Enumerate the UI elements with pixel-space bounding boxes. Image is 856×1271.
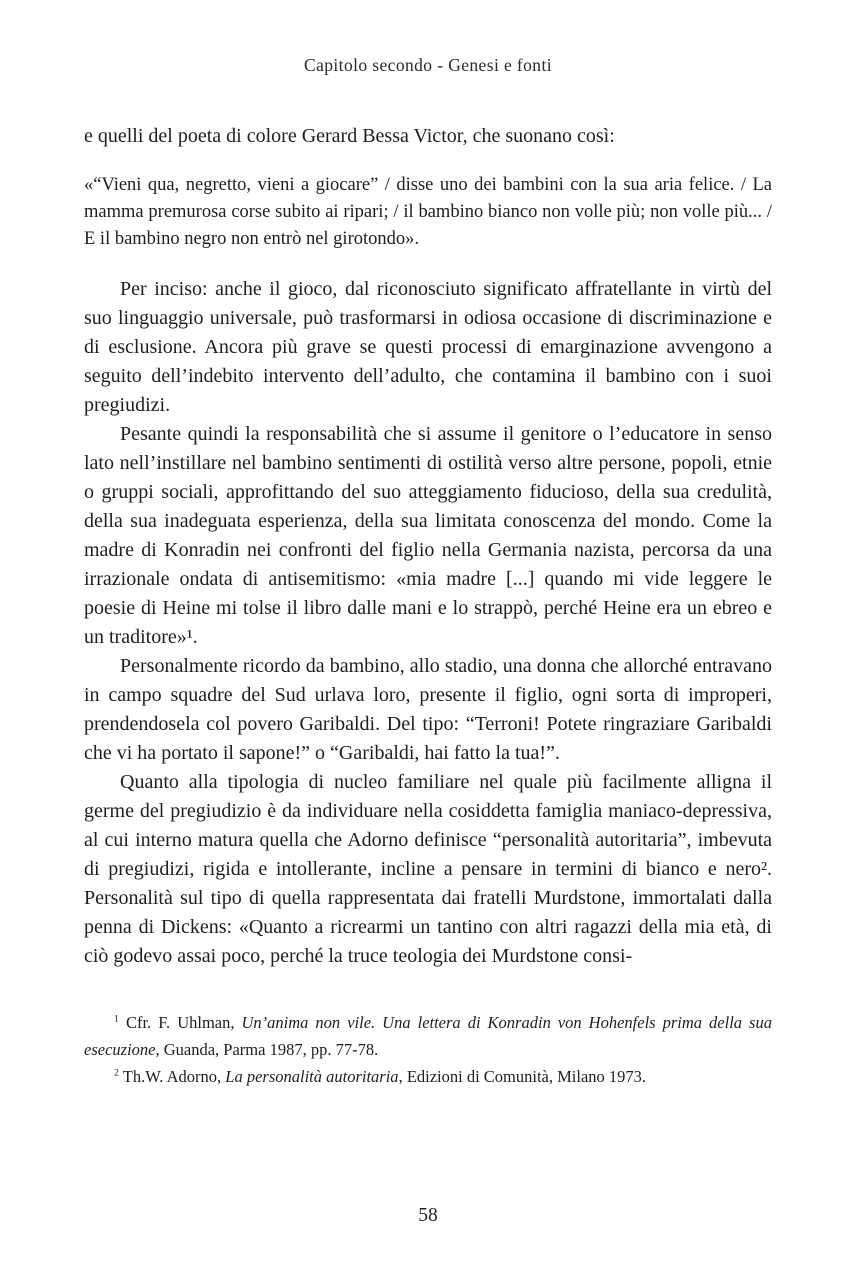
block-quote: «“Vieni qua, negretto, vieni a giocare” / disse uno dei bambini con la sua aria felice. / La mamma premurosa corse subito ai ripari; / il bambino bianco non volle più; non volle più... / E il bambino negro non entrò nel girotondo». — [84, 175, 772, 249]
footnote-1-text: Cfr. F. Uhlman, — [118, 1013, 242, 1032]
footnote-2-marker: 2 — [114, 1067, 119, 1079]
footnote-1 — [84, 1009, 772, 1063]
footnote-2-publisher: , Edizioni di Comunità, Milano 1973. — [398, 1067, 647, 1086]
footnotes-block — [84, 1009, 772, 1090]
running-head: Capitolo secondo - Genesi e fonti — [304, 55, 552, 75]
paragraph-3: Personalmente ricordo da bambino, allo stadio, una donna che allorché entravano in campo squadre del Sud urlava loro, presente il figlio, ogni sorta di improperi, prendendosela col povero Garibaldi. Del tipo: “Terroni! Potete ringraziare Garibaldi che vi ha portato il sapone!” o “Garibaldi, hai fatto la tua!”. — [84, 655, 772, 764]
paragraph-1: Per inciso: anche il gioco, dal riconosciuto significato affratellante in virtù del suo linguaggio universale, può trasformarsi in odiosa occasione di discriminazione e di esclusione. Ancora più grave se questi processi di emarginazione avvengono a seguito dell’indebito intervento dell’adulto, che contamina il bambino con i suoi pregiudizi. — [84, 278, 772, 416]
paragraph-2: Pesante quindi la responsabilità che si assume il genitore o l’educatore in senso lato nell’instillare nel bambino sentimenti di ostilità verso altre persone, popoli, etnie o gruppi sociali, approfittando del suo atteggiamento fiducioso, della sua credulità, della sua inadeguata esperienza, della sua limitata conoscenza del mondo. Come la madre di Konradin nei confronti del figlio nella Germania nazista, percorsa da una irrazionale ondata di antisemitismo: «mia madre [...] quando mi vide leggere le poesie di Heine mi tolse il libro dalle mani e lo strappò, perché Heine era un ebreo e un traditore»¹. — [84, 423, 772, 648]
footnote-2-text: Th.W. Adorno, — [118, 1067, 226, 1086]
page-number: 58 — [418, 1205, 438, 1226]
footnote-2-title: La personalità autoritaria — [225, 1067, 399, 1086]
footnote-1-marker: 1 — [114, 1013, 119, 1025]
paragraph-4: Quanto alla tipologia di nucleo familiare nel quale più facilmente alligna il germe del pregiudizio è da individuare nella cosiddetta famiglia maniaco-depressiva, al cui interno matura quella che Adorno definisce “personalità autoritaria”, imbevuta di pregiudizi, rigida e intollerante, incline a pensare in termini di bianco e nero². Personalità sul tipo di quella rappresentata dai fratelli Murdstone, immortalati dalla penna di Dickens: «Quanto a ricrearmi un tantino con altri ragazzi della mia età, di ciò godevo assai poco, perché la truce teologia dei Murdstone consi- — [84, 771, 772, 967]
footnote-1-publisher: , Guanda, Parma 1987, pp. 77-78. — [155, 1040, 379, 1059]
paragraph-intro: e quelli del poeta di colore Gerard Bessa Victor, che suonano così: — [84, 125, 615, 147]
footnote-2 — [84, 1063, 772, 1090]
footnote-1-title: Un’anima non vile. Una lettera di Konradin von Hohenfels prima della sua esecuzione — [84, 1013, 772, 1059]
